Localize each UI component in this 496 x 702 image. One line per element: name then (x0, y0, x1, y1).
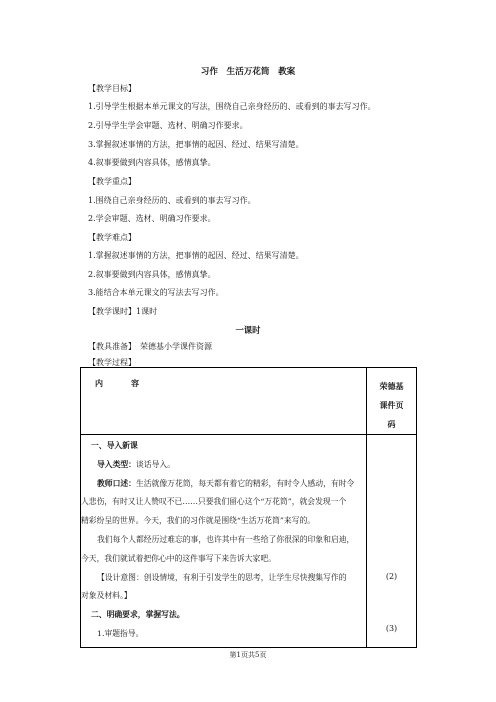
para2-line-2: 今天，我们就试着把你心中的这件事写下来告诉大家吧。 (81, 553, 276, 563)
teacher-text-1: 生活就像万花筒，每天都有着它的精彩，有时令人感动，有时令 (135, 478, 355, 488)
prep-line: 【教具准备】 荣德基小学课件资源 (88, 342, 212, 351)
key-point-item-2: 2.学会审题、选材、明确习作要求。 (88, 214, 216, 223)
table-header-row (81, 368, 417, 435)
header-side-label: 荣德基课件页码 (379, 382, 404, 429)
section1-title: 一、导入新课 (91, 441, 138, 450)
table-body-row (81, 435, 417, 648)
key-points-heading: 【教学重点】 (88, 177, 136, 186)
teacher-line-3: 精彩纷呈的世界。今天，我们的习作就是围绕“生活万花筒”来写的。 (81, 516, 316, 526)
teacher-line-2: 人悲伤，有时又让人赞叹不已……只要我们留心这个“万花筒”，就会发现一个 (81, 497, 347, 507)
lesson-process-table (80, 367, 417, 648)
difficulties-heading: 【教学难点】 (88, 233, 136, 242)
teacher-line-1 (81, 475, 366, 494)
body-content-cell (81, 435, 367, 648)
key-point-item-1: 1.围绕自己亲身经历的、或看到的事去写习作。 (88, 196, 256, 205)
intro-type-line (81, 456, 366, 475)
objective-item-2: 2.引导学生学会审题、选材、明确习作要求。 (88, 121, 248, 130)
page-ref-2: (3) (385, 624, 398, 633)
intro-type-label: 导入类型： (97, 459, 136, 469)
intro-type-value: 谈话导入。 (135, 459, 175, 469)
section2-title: 二、明确要求，掌握写法。 (91, 610, 185, 620)
difficulty-item-2: 2.叙事要做到内容具体，感情真挚。 (88, 270, 216, 279)
review-item: 1.审题指导。 (97, 628, 144, 638)
body-side-cell (367, 435, 417, 648)
difficulty-item-1: 1.掌握叙述事情的方法，把事情的起因、经过、结果写清楚。 (88, 251, 304, 260)
header-content-label: 内 容 (95, 379, 149, 388)
teacher-label: 教师口述： (97, 478, 136, 488)
difficulty-item-3: 3.能结合本单元课文的写法去写习作。 (88, 288, 224, 297)
para2-line-1: 我们每个人都经历过难忘的事，也许其中有一些给了你很深的印象和启迪， (97, 534, 355, 544)
document-title: 习作 生活万花筒 教案 (200, 67, 296, 77)
objective-item-1: 1.引导学生根据本单元课文的写法，围绕自己亲身经历的、或看到的事去写习作。 (88, 102, 376, 111)
header-content-cell (81, 368, 367, 435)
header-side-cell (367, 368, 417, 435)
session-title: 一课时 (235, 325, 261, 335)
hours-line: 【教学课时】1课时 (88, 307, 158, 316)
process-heading: 【教学过程】 (88, 358, 136, 367)
page-footer: 第1页共5页 (229, 651, 267, 659)
objective-item-4: 4.叙事要做到内容具体，感情真挚。 (88, 158, 216, 167)
design-line-2: 对象及材料。】 (81, 591, 132, 601)
objectives-heading: 【教学目标】 (88, 84, 136, 93)
page-ref-1: (2) (385, 572, 398, 581)
objective-item-3: 3.掌握叙述事情的方法，把事情的起因、经过、结果写清楚。 (88, 140, 304, 149)
design-line-1: 【设计意图：创设情境，有利于引发学生的思考，让学生尽快搜集写作的 (97, 572, 347, 582)
